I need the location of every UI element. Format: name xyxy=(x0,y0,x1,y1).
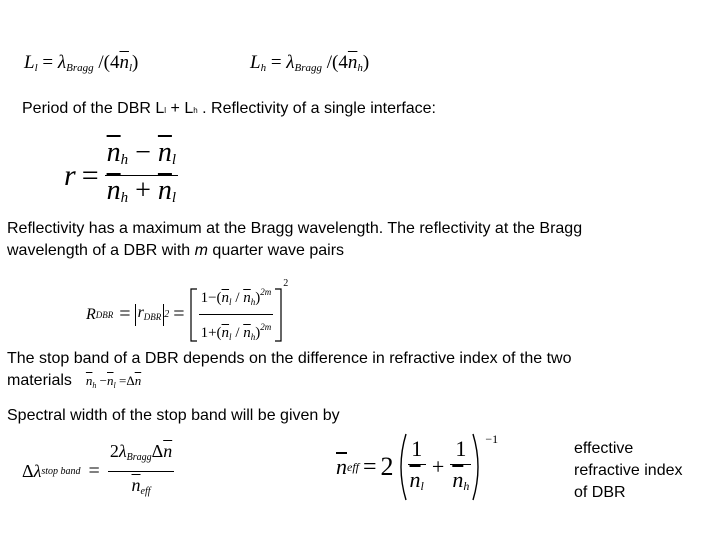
equation-dn: $\overline{n}_h -\overline{n}_l =\Delta\overline{n}$ xyxy=(85,373,142,390)
equation-neff: $\overline{n}$ eff = 2 $\frac{1}{\overline{n}_l}$ + $\frac{1}{\overline{n}_h}$ −1 xyxy=(336,432,498,502)
effective-label-line-1: effective xyxy=(574,440,634,457)
equation-rdbr: R DBR = $r_{DBR}$ 2 = $\frac{1-(\overline{n}_l / \overline{n}_h)^{2m}}{1+(\overline{n}_l / \overline{n}_h)^{2m}}$ 2 xyxy=(86,280,288,349)
effective-label-line-3: of DBR xyxy=(574,484,626,501)
stop-band-line-1: The stop band of a DBR depends on the difference in refractive index of the two xyxy=(7,350,572,367)
r-fraction: $\frac{\overline{n}_h - \overline{n}_l}{\overline{n}_h + \overline{n}_l}$ xyxy=(106,137,177,206)
left-bracket xyxy=(189,287,199,343)
dlambda-fraction: $\frac{2\lambda_{Bragg}\Delta\overline{n}}{\overline{n}_{eff}}$ xyxy=(108,438,174,505)
equation-dlambda: Δ λ stop band = $\frac{2\lambda_{Bragg}\Delta\overline{n}}{\overline{n}_{eff}}$ xyxy=(22,438,174,505)
rdbr-fraction: $\frac{1-(\overline{n}_l / \overline{n}_h)^{2m}}{1+(\overline{n}_l / \overline{n}_h)^{2m}}$ xyxy=(199,280,274,349)
spectral-width-text: Spectral width of the stop band will be given by xyxy=(7,407,340,424)
equation-Ll: $L_l = \lambda_{Bragg}$ $/(4\overline{n}_l)$ xyxy=(24,52,139,74)
equation-Lh: $L_h = \lambda_{Bragg}$ $/(4\overline{n}_h)$ xyxy=(250,52,370,74)
period-text: Period of the DBR Ll + Lh . Reflectivity of a single interface: xyxy=(22,100,436,117)
neff-frac-l: $\frac{1}{\overline{n}_l}$ xyxy=(409,435,424,493)
right-bracket xyxy=(273,287,283,343)
equation-r: r = $\frac{\overline{n}_h - \overline{n}_l}{\overline{n}_h + \overline{n}_l}$ xyxy=(64,138,178,213)
right-paren xyxy=(471,432,485,502)
stop-band-line-2: materials $\overline{n}_h -\overline{n}_l =\Delta\overline{n}$ xyxy=(7,370,713,397)
bragg-line-2: wavelength of a DBR with m quarter wave pairs xyxy=(7,242,345,259)
stop-band-paragraph xyxy=(7,348,713,397)
left-paren xyxy=(394,432,408,502)
bragg-line-1: Reflectivity has a maximum at the Bragg wavelength. The reflectivity at the Bragg xyxy=(7,220,583,237)
effective-label-line-2: refractive index xyxy=(574,462,683,479)
effective-label xyxy=(574,438,714,504)
neff-frac-h: $\frac{1}{\overline{n}_h}$ xyxy=(452,435,470,493)
bragg-paragraph xyxy=(7,218,713,262)
